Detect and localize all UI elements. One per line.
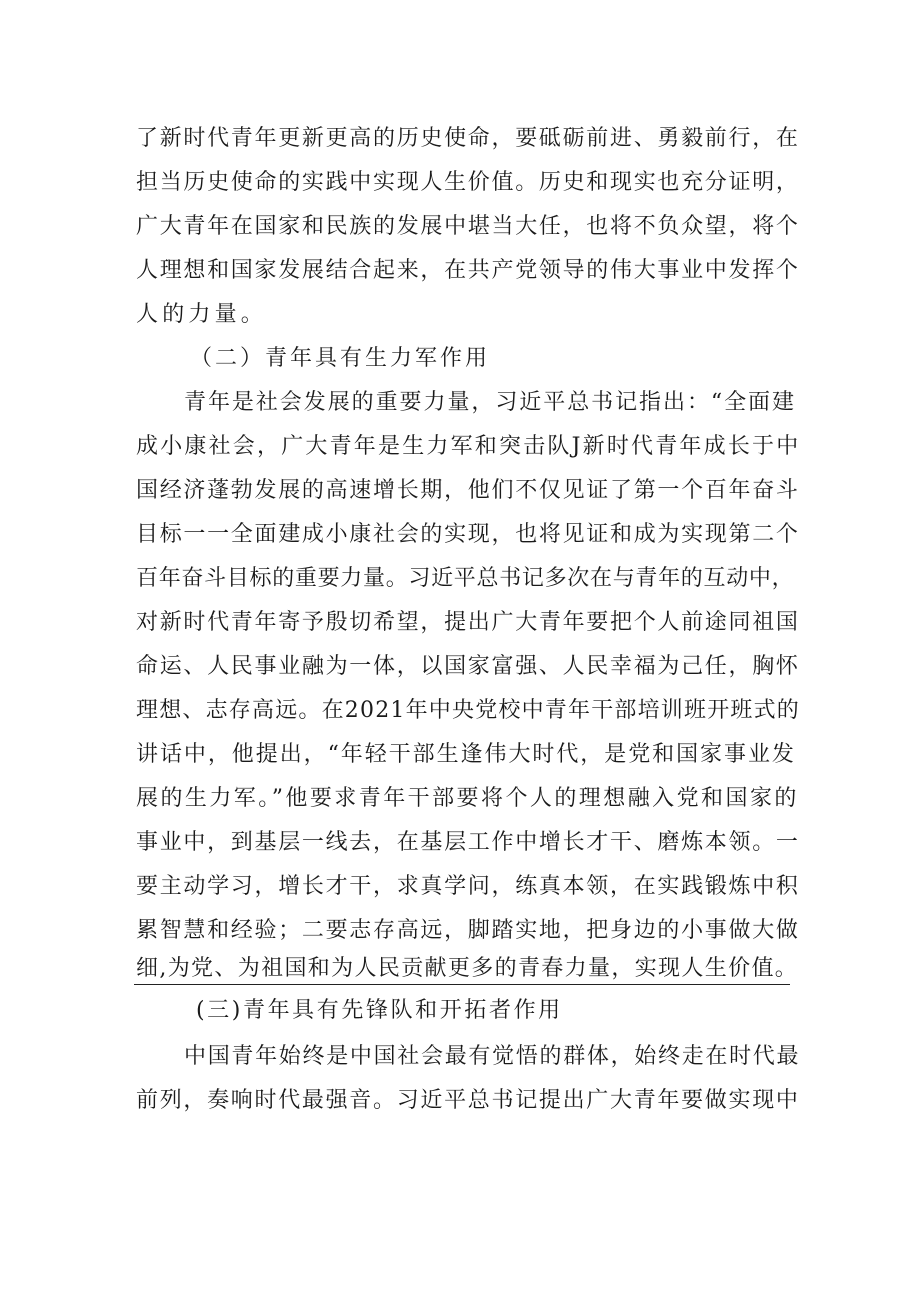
body-line: 百年奋斗目标的重要力量。习近平总书记多次在与青年的互动中， bbox=[136, 566, 795, 591]
body-line: 人理想和国家发展结合起来，在共产党领导的伟大事业中发挥个 bbox=[136, 258, 800, 283]
body-line: 人的力量。 bbox=[136, 302, 268, 327]
body-line: 前列，奏响时代最强音。习近平总书记提出广大青年要做实现中 bbox=[136, 1088, 800, 1113]
body-line: 了新时代青年更新更高的历史使命，要砥砺前进、勇毅前行，在 bbox=[136, 126, 800, 151]
section-heading-2: （二）青年具有生力军作用 bbox=[190, 346, 491, 371]
body-line: 理想、志存高远。在2021年中央党校中青年干部培训班开班式的 bbox=[136, 698, 800, 723]
body-line: 讲话中，他提出，“年轻干部生逢伟大时代，是党和国家事业发 bbox=[136, 742, 796, 767]
body-line: 细,为党、为祖国和为人民贡献更多的青春力量，实现人生价值。 bbox=[136, 956, 799, 981]
body-line: 累智慧和经验；二要志存高远，脚踏实地，把身边的小事做大做 bbox=[136, 918, 800, 943]
section-heading-3: (三)青年具有先锋队和开拓者作用 bbox=[196, 998, 563, 1023]
body-line: 国经济蓬勃发展的高速增长期，他们不仅见证了第一个百年奋斗 bbox=[136, 478, 800, 503]
body-line: 事业中，到基层一线去，在基层工作中增长才干、磨炼本领。一 bbox=[136, 830, 800, 855]
body-line: 目标一一全面建成小康社会的实现，也将见证和成为实现第二个 bbox=[136, 522, 800, 547]
body-line: 要主动学习，增长才干，求真学问，练真本领，在实践锻炼中积 bbox=[136, 874, 800, 899]
body-line: 展的生力军。”他要求青年干部要将个人的理想融入党和国家的 bbox=[136, 786, 799, 811]
body-line: 广大青年在国家和民族的发展中堪当大任，也将不负众望，将个 bbox=[136, 214, 800, 239]
body-line: 成小康社会，广大青年是生力军和突击队J新时代青年成长于中 bbox=[136, 434, 801, 459]
horizontal-rule bbox=[134, 984, 790, 985]
body-line: 对新时代青年寄予殷切希望，提出广大青年要把个人前途同祖国 bbox=[136, 610, 800, 635]
body-line: 青年是社会发展的重要力量，习近平总书记指出：“全面建 bbox=[184, 390, 796, 415]
body-line: 命运、人民事业融为一体，以国家富强、人民幸福为己任，胸怀 bbox=[136, 654, 800, 679]
body-line: 担当历史使命的实践中实现人生价值。历史和现实也充分证明， bbox=[136, 170, 800, 195]
body-line: 中国青年始终是中国社会最有觉悟的群体，始终走在时代最 bbox=[184, 1044, 801, 1069]
